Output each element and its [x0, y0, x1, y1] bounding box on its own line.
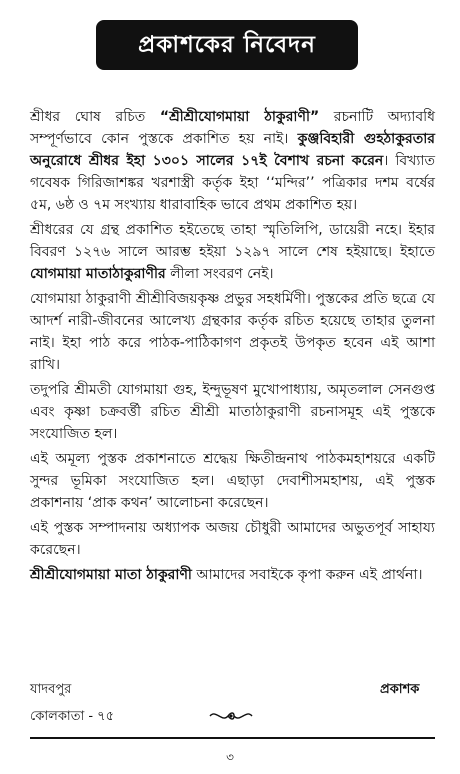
page-number: ৩ — [226, 750, 234, 764]
paragraph-segment: । বিখ্যাত গবেষক গিরিজাশঙ্কর খরশাস্ত্রী কর্তৃক ইহা ‘‘মন্দির’’ পত্রিকার দশম বর্ষের ৫ম, ৬ষ্ঠ ও ৭ম সংখ্যায় ধারাবাহিক ভাবে প্রথম প্রকাশিত হয়। — [30, 153, 435, 213]
paragraph-segment: “শ্রীশ্রীযোগমায়া ঠাকুরাণী” — [159, 109, 320, 125]
paragraph-segment: যোগমায়া মাতাঠাকুরাণীর — [30, 266, 166, 282]
paragraph — [30, 379, 435, 445]
publisher-signature: প্রকাশক — [380, 682, 420, 697]
paragraph — [30, 564, 435, 586]
paragraph-segment: কুঞ্জবিহারী গুহঠাকুরতার অনুরোধে শ্রীধর ইহা ১৩০১ সালের ১৭ই বৈশাখ রচনা করেন — [30, 131, 435, 169]
paragraph-segment: আমাদের সবাইকে কৃপা করুন এই প্রার্থনা। — [191, 567, 423, 583]
ornament-flourish-icon — [208, 708, 254, 724]
paragraph-segment: তদুপরি শ্রীমতী যোগমায়া গুহ, ইন্দুভূষণ মুখোপাধ্যায়, অমৃতলাল সেনগুপ্ত এবং কৃষ্ণা চক্রবর্ত্তী রচিত শ্রীশ্রী মাতাঠাকুরাণী রচনাসমূহ এই পুস্তকে সংযোজিত হল। — [30, 382, 435, 442]
paragraph-segment: এই পুস্তক সম্পাদনায় অধ্যাপক অজয় চৌধুরী আমাদের অভুতপূর্ব সাহায্য করেছেন। — [30, 520, 435, 558]
paragraph — [30, 448, 435, 514]
paragraph — [30, 106, 435, 216]
paragraph-segment: লীলা সংবরণ নেই। — [165, 266, 274, 282]
paragraph-segment: রচনাটি অদ্যাবধি সম্পূর্ণভাবে কোন পুস্তকে প্রকাশিত হয় নাই। — [30, 109, 435, 147]
paragraph-segment: শ্রীধর ঘোষ রচিত — [30, 109, 160, 125]
paragraph-segment: শ্রীধরের যে গ্রন্থ প্রকাশিত হইতেছে তাহা স্মৃতিলিপি, ডায়েরী নহে। ইহার বিবরণ ১২৭৬ সালে আরম্ভ হইয়া ১২৯৭ সালে শেষ হইয়াছে। ইহাতে — [30, 222, 435, 260]
preface-body — [30, 106, 435, 589]
paragraph-segment: শ্রীশ্রীযোগমায়া মাতা ঠাকুরাণী — [30, 567, 192, 583]
paragraph — [30, 517, 435, 561]
place-line-1: যাদবপুর — [30, 682, 72, 697]
page-title: প্রকাশকের নিবেদন — [138, 31, 316, 58]
paragraph-segment: এই অমূল্য পুস্তক প্রকাশনাতে শ্রদ্ধেয় ক্ষিতীন্দ্রনাথ পাঠকমহাশয়রে একটি সুন্দর ভূমিকা সংযোজিত হল। এছাড়া দেবাশীসমহাশয়, এই পুস্তক প্রকাশনায় ‘প্রাক কথন’ আলোচনা করেছেন। — [30, 451, 435, 511]
paragraph — [30, 219, 435, 285]
paragraph-segment: যোগমায়া ঠাকুরাণী শ্রীশ্রীবিজয়কৃষ্ণ প্রভুর সহধর্মিণী। পুস্তকের প্রতি ছত্রে যে আদর্শ নারী-জীবনের আলেখ্য গ্রন্থকার কর্তৃক রচিত হয়েছে তাহার তুলনা নাই। ইহা পাঠ করে পাঠক-পাঠিকাগণ প্রকৃতই উপকৃত হবেন এই আশা রাখি। — [30, 291, 435, 373]
place-line-2: কোলকাতা - ৭৫ — [30, 709, 115, 724]
paragraph — [30, 288, 435, 376]
bottom-rule — [30, 737, 435, 739]
page-title-banner — [96, 20, 358, 70]
